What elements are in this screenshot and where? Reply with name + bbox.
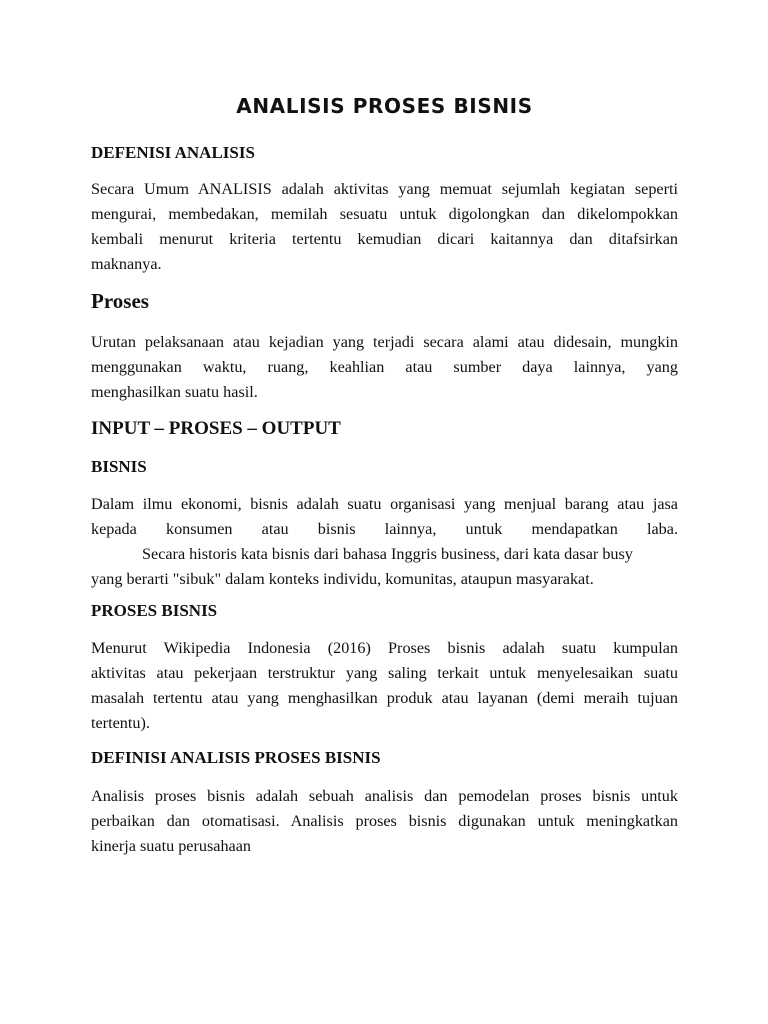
paragraph-line: mengurai, membedakan, memilah sesuatu untuk digolongkan dan dikelompokkan: [91, 205, 678, 223]
paragraph-proses-bisnis: [91, 636, 678, 736]
heading-defenisi-analisis: DEFENISI ANALISIS: [91, 143, 255, 162]
paragraph-line: menggunakan waktu, ruang, keahlian atau sumber daya lainnya, yang: [91, 358, 678, 376]
paragraph-defenisi-analisis: [91, 177, 678, 277]
paragraph-line: perbaikan dan otomatisasi. Analisis proses bisnis digunakan untuk meningkatkan: [91, 812, 678, 830]
paragraph-bisnis: [91, 492, 678, 592]
heading-proses: Proses: [91, 289, 149, 313]
paragraph-line: Urutan pelaksanaan atau kejadian yang terjadi secara alami atau didesain, mungkin: [91, 333, 678, 351]
paragraph-line: yang berarti "sibuk" dalam konteks individu, komunitas, ataupun masyarakat.: [91, 570, 594, 588]
paragraph-line: aktivitas atau pekerjaan terstruktur yang saling terkait untuk menyelesaikan suatu: [91, 664, 678, 682]
paragraph-line: maknanya.: [91, 255, 162, 273]
heading-input-proses-output: INPUT – PROSES – OUTPUT: [91, 418, 341, 439]
paragraph-line: Analisis proses bisnis adalah sebuah analisis dan pemodelan proses bisnis untuk: [91, 787, 678, 805]
paragraph-line: Secara historis kata bisnis dari bahasa Inggris business, dari kata dasar busy: [142, 545, 633, 563]
paragraph-line: masalah tertentu atau yang menghasilkan produk atau layanan (demi meraih tujuan: [91, 689, 678, 707]
paragraph-line: tertentu).: [91, 714, 150, 732]
paragraph-definisi-analisis-proses-bisnis: [91, 784, 678, 859]
paragraph-line: Secara Umum ANALISIS adalah aktivitas yang memuat sejumlah kegiatan seperti: [91, 180, 678, 198]
paragraph-line: kepada konsumen atau bisnis lainnya, untuk mendapatkan laba.: [91, 520, 678, 538]
paragraph-line: kinerja suatu perusahaan: [91, 837, 252, 855]
paragraph-line: menghasilkan suatu hasil.: [91, 383, 258, 401]
heading-proses-bisnis: PROSES BISNIS: [91, 601, 218, 620]
heading-bisnis: BISNIS: [91, 457, 147, 476]
paragraph-line: Menurut Wikipedia Indonesia (2016) Proses bisnis adalah suatu kumpulan: [91, 639, 678, 657]
paragraph-line: Dalam ilmu ekonomi, bisnis adalah suatu organisasi yang menjual barang atau jasa: [91, 495, 678, 513]
heading-definisi-analisis-proses-bisnis: DEFINISI ANALISIS PROSES BISNIS: [91, 748, 381, 767]
document-title: ANALISIS PROSES BISNIS: [236, 94, 533, 118]
paragraph-line: kembali menurut kriteria tertentu kemudian dicari kaitannya dan ditafsirkan: [91, 230, 678, 248]
paragraph-proses: [91, 330, 678, 405]
